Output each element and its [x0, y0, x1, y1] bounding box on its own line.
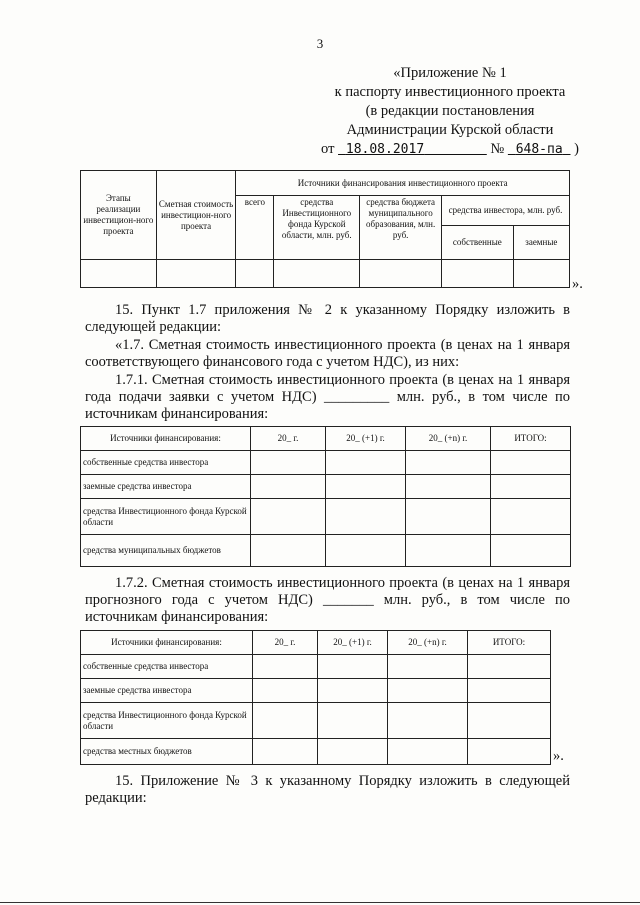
- header-region-fund: средства Инвестиционного фонда Курской области, млн. руб.: [274, 196, 360, 260]
- date-value: 18.08.2017: [345, 142, 425, 157]
- header-sources: Источники финансирования инвестиционного проекта: [236, 171, 570, 196]
- table3-close-mark: ».: [553, 748, 564, 764]
- financing-table-1: [80, 426, 571, 567]
- row-label: средства муниципальных бюджетов: [81, 535, 251, 567]
- paragraph-15-appendix-3: 15. Приложение № 3 к указанному Порядку изложить в следующей редакции:: [85, 773, 570, 806]
- appendix-date-line: [300, 140, 600, 159]
- header-year: 20_ г.: [253, 631, 318, 655]
- header-cost: Сметная стоимость инвестицион-ного проекта: [156, 171, 236, 260]
- number-value: 648-па: [515, 142, 563, 157]
- row-label: собственные средства инвестора: [81, 451, 251, 475]
- page-bottom-rule: [0, 902, 640, 903]
- table-row: [81, 535, 571, 567]
- table-row: [81, 655, 551, 679]
- paragraph-1-7-2: 1.7.2. Сметная стоимость инвестиционного проекта (в ценах на 1 января прогнозного года с учетом НДС) _______ млн. руб., в том числе по источникам финансирования:: [85, 575, 570, 625]
- header-total: ИТОГО:: [468, 631, 551, 655]
- row-label: средства Инвестиционного фонда Курской области: [81, 499, 251, 535]
- table-row: [81, 260, 570, 288]
- financing-table-2: [80, 630, 551, 765]
- appendix-line-3: (в редакции постановления: [365, 103, 535, 119]
- row-label: средства местных бюджетов: [81, 739, 253, 765]
- row-label: заемные средства инвестора: [81, 475, 251, 499]
- table-row: [81, 703, 551, 739]
- project-stages-table: [80, 170, 570, 288]
- header-municipal: средства бюджета муниципального образования, млн. руб.: [360, 196, 442, 260]
- table-row: [81, 679, 551, 703]
- header-stages: Этапы реализации инвестицион-ного проекта: [81, 171, 157, 260]
- row-label: средства Инвестиционного фонда Курской области: [81, 703, 253, 739]
- header-year-plus-n: 20_ (+n) г.: [406, 427, 491, 451]
- header-year: 20_ г.: [251, 427, 326, 451]
- appendix-line-2: к паспорту инвестиционного проекта: [334, 84, 566, 100]
- table-row: [81, 475, 571, 499]
- paragraph-1-7-1: 1.7.1. Сметная стоимость инвестиционного проекта (в ценах на 1 января года подачи заявки с учетом НДС) _________ млн. руб., в том числе по источникам финансирования:: [85, 372, 570, 422]
- table-row: [81, 451, 571, 475]
- table-row: [81, 499, 571, 535]
- header-investor: средства инвестора, млн. руб.: [442, 196, 570, 226]
- header-total: ИТОГО:: [491, 427, 571, 451]
- header-own: собственные: [442, 226, 514, 260]
- row-label: заемные средства инвестора: [81, 679, 253, 703]
- appendix-line-1: «Приложение № 1: [393, 65, 507, 81]
- header-sources: Источники финансирования:: [81, 631, 253, 655]
- paragraph-1-7: «1.7. Сметная стоимость инвестиционного проекта (в ценах на 1 января соответствующего финансового года с учетом НДС), из них:: [85, 337, 570, 370]
- header-year-plus-1: 20_ (+1) г.: [326, 427, 406, 451]
- header-year-plus-1: 20_ (+1) г.: [318, 631, 388, 655]
- row-label: собственные средства инвестора: [81, 655, 253, 679]
- page-number: 3: [316, 36, 324, 51]
- table1-close-mark: ».: [572, 276, 583, 292]
- header-sources: Источники финансирования:: [81, 427, 251, 451]
- date-prefix: от: [321, 141, 335, 157]
- appendix-header: [300, 64, 600, 159]
- closing-paren: ): [574, 141, 579, 157]
- appendix-line-4: Администрации Курской области: [346, 122, 554, 138]
- header-borrowed: заемные: [513, 226, 569, 260]
- number-prefix: №: [490, 141, 505, 157]
- paragraph-15: 15. Пункт 1.7 приложения № 2 к указанному Порядку изложить в следующей редакции:: [85, 302, 570, 335]
- header-total: всего: [236, 196, 274, 260]
- header-year-plus-n: 20_ (+n) г.: [388, 631, 468, 655]
- table-row: [81, 739, 551, 765]
